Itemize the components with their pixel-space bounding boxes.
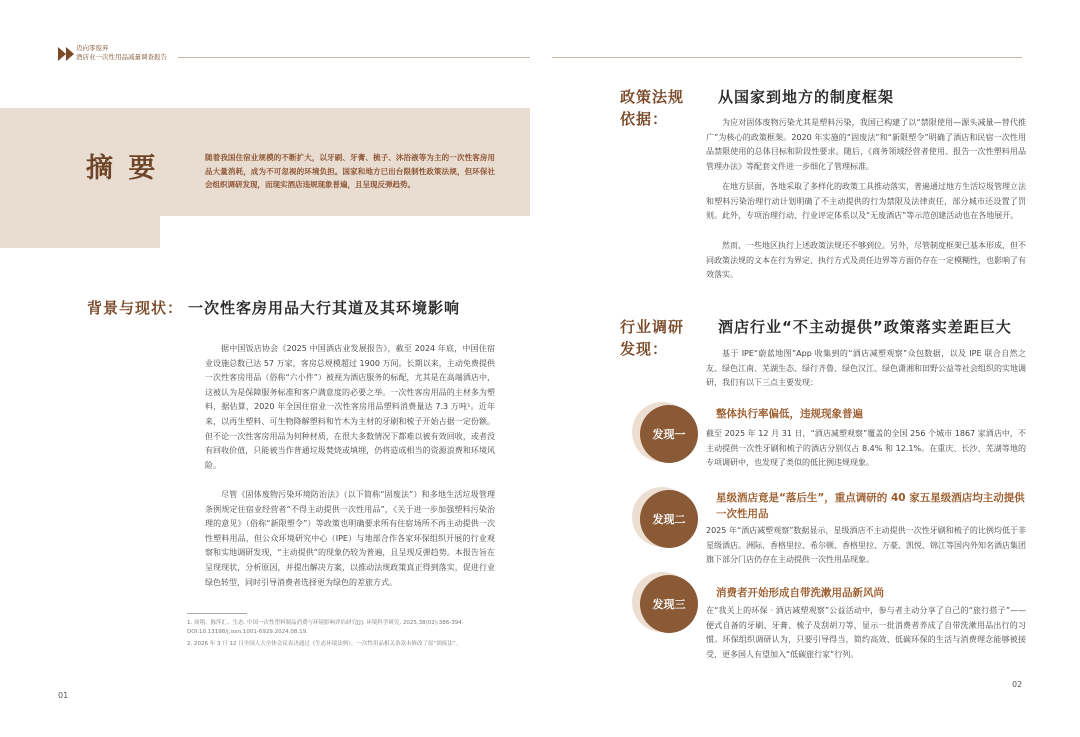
findings-title: 酒店行业“不主动提供”政策落实差距巨大: [718, 318, 1012, 336]
finding-2-text: 2025 年“酒店减塑观察”数据显示，星级酒店不主动提供一次性牙刷和梳子的比例均低于非星级酒店。洲际、香格里拉、希尔顿、香格里拉、万豪、凯悦、锦江等国内外知名酒店集团旗下部分门店仍存在主动提供一次性用品现象。: [706, 526, 1026, 565]
header-line-1: 迈向零废弃: [76, 44, 109, 52]
findings-label: 行业调研 发现：: [620, 318, 685, 358]
finding-2-title: 星级酒店竟是“落后生”，重点调研的 40 家五星级酒店均主动提供一次性用品: [716, 492, 1025, 520]
header-title: [76, 44, 167, 62]
finding-3-text: 在“我关上的环保 · 酒店减塑观察”公益活动中，参与者主动分享了自己的“旅行搭子”——便式自备的牙刷、牙膏、梳子及刮胡刀等，显示一批消费者养成了自带洗漱用品出行的习惯。环保组织调研认为，只要引导得当，简约高效、低碳环保的生活与消费理念能够被接受，更多国人有望加入“低碳旅行家”行列。: [706, 606, 1026, 659]
page-number-left: 01: [58, 691, 69, 700]
background-label: 背景与现状：: [87, 299, 184, 317]
policy-label: 政策法规 依据：: [620, 88, 685, 128]
header-line-2: 酒店业一次性用品减量调查报告: [76, 53, 167, 61]
header-rule-left: [178, 57, 530, 58]
finding-1-badge: 发现一: [640, 405, 698, 463]
page-number-right: 02: [1012, 680, 1023, 689]
header-rule-right: [552, 57, 1022, 58]
finding-3-title: 消费者开始形成自带洗漱用品新风尚: [716, 587, 884, 599]
abstract-text: 随着我国住宿业规模的不断扩大，以牙刷、牙膏、梳子、沐浴液等为主的一次性客房用品大量消耗，成为不可忽视的环境负担。国家和地方已出台限制性政策法规，但环保社会组织调研发现，而现实酒店违规现象普遍，且呈现反弹趋势。: [205, 153, 495, 189]
abstract-band-tab: [0, 216, 160, 248]
policy-para-1: 为应对固体废物污染尤其是塑料污染，我国已构建了以“禁限使用—源头减量—替代推广”为核心的政策框架。2020 年实施的“固废法”和“新限塑令”明确了酒店和民宿一次性用品禁限使用的总体目标和阶段性要求。随后，《商务领域经营者使用、报告一次性塑料用品管理办法》等配套文件进一步细化了管理标准。: [706, 118, 1026, 171]
background-para-2: 尽管《固体废物污染环境防治法》（以下简称“固废法”）和多地生活垃圾管理条例规定住宿业经营者“不得主动提供一次性用品”，《关于进一步加强塑料污染治理的意见》（俗称“新限塑令”）等政策也明确要求所有住宿场所不再主动提供一次性塑料用品，但公众环境研究中心（IPE）与地部合作各家环保组织开展的行业观察和实地调研发现，“主动提供”的现象仍较为普遍，且呈现反弹趋势。本报告旨在呈现现状，分析原因，并提出解决方案，以推动法规政策真正得到落实，促进行业绿色转型，同时引导消费者选择更为绿色的差旅方式。: [205, 490, 495, 587]
policy-title: 从国家到地方的制度框架: [718, 88, 895, 106]
background-title: 一次性客房用品大行其道及其环境影响: [188, 299, 461, 317]
background-para-1: 据中国饭店协会《2025 中国酒店业发展报告》，截至 2024 年底，中国住宿业设施总数已达 57 万家，客房总规模超过 1900 万间。长期以来，主动免费提供一次性客房用品（俗称“六小件”）被视为酒店服务的标配，尤其是在高端酒店中，这被认为是保障服务标准和客户满意度的必要之举。一次性客房用品的主材多为塑料，据估算，2020 年全国住宿业一次性客房用品塑料消费量达 7.3 万吨¹。近年来，以再生塑料、可生物降解塑料和竹木为主材的牙刷和梳子开始占据一定份额。但不论一次性客房用品为何种材质，在很大多数情况下都难以被有效回收，或者没有回收价值，只能被当作普通垃圾焚烧或填埋，仍将造成相当的资源浪费和环境风险。: [205, 344, 495, 470]
finding-1-text: 截至 2025 年 12 月 31 日，“酒店减塑观察”覆盖的全国 256 个城市 1867 家酒店中，不主动提供一次性牙刷和梳子的酒店分别仅占 8.4% 和 12.1%。在重庆、长沙、芜湖等地的专项调研中，也发现了类似的低比例违规现象。: [706, 429, 1026, 468]
finding-3-badge: 发现三: [640, 575, 698, 633]
footnote-2: 2. 2026 年 3 月 12 日全国人大全体会议表决通过《生态环境法典》，一次性用品相关条款未修改了原“固废法”。: [187, 641, 462, 647]
policy-para-3: 然而，一些地区执行上述政策法规还不够到位。另外，尽管制度框架已基本形成，但不同政策法规的文本在行为界定、执行方式及责任边界等方面仍存在一定模糊性，也影响了有效落实。: [706, 241, 1026, 280]
policy-para-2: 在地方层面，各地采取了多样化的政策工具推动落实，普遍通过地方生活垃圾管理立法和塑料污染治理行动计划明确了不主动提供的行为禁限及法律责任，部分城市还设置了罚则。此外，专项治理行动、行业评定体系以及“无废酒店”等示范创建活动也在各地展开。: [706, 182, 1026, 221]
abstract-title: 摘 要: [86, 153, 159, 184]
footnote-1: 1. 周翔、陈萍汇、生态. 中国一次性塑料制品消费与环境影响评估研究[J]. 环境科学研究, 2025,38(02):386-394. DOI:10.13198/j.issn.1001-6929.2024.08.19.: [187, 620, 464, 635]
findings-intro: 基于 IPE“蔚蓝地图”App 收集到的“酒店减塑观察”众包数据，以及 IPE 联合自然之友、绿色江南、芜湖生态、绿行齐鲁、绿色汉江、绿色潇湘和田野公益等社会组织的实地调研，我们有以下三点主要发现：: [706, 349, 1026, 388]
finding-2-badge: 发现二: [640, 490, 698, 548]
footnote-rule: [187, 613, 247, 614]
finding-1-title: 整体执行率偏低，违规现象普遍: [716, 408, 863, 420]
